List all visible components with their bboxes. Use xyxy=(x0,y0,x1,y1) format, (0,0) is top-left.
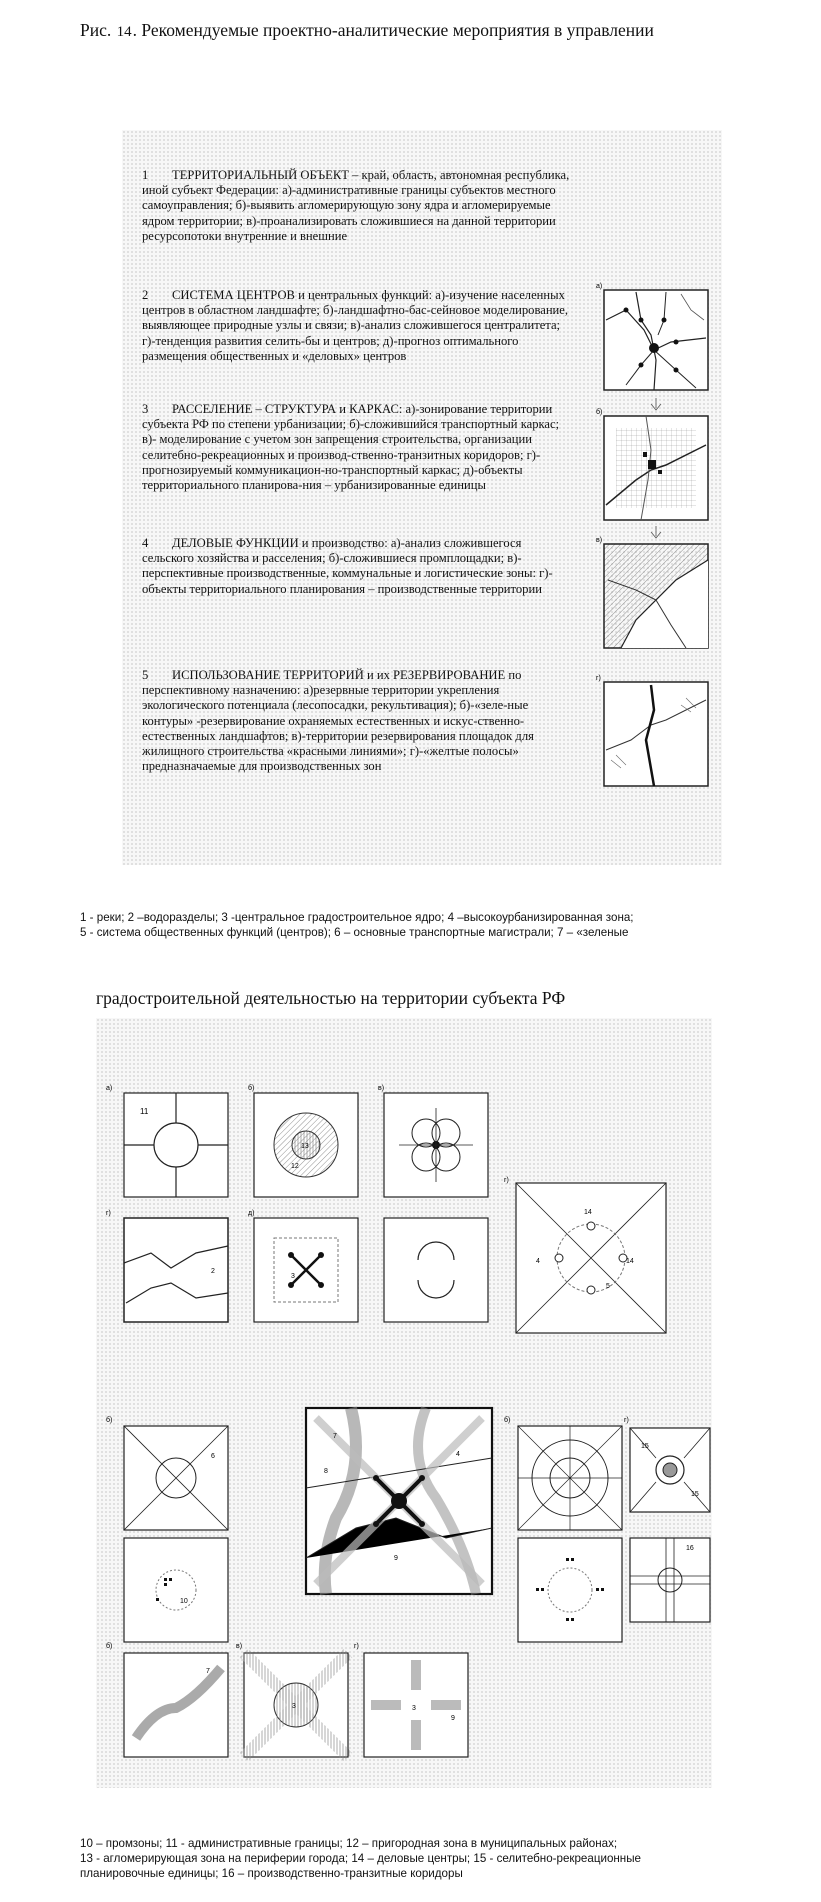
svg-text:15: 15 xyxy=(691,1491,699,1498)
diagram-transit-corridors xyxy=(630,1538,710,1622)
diagram-suburban-zone xyxy=(248,1084,358,1197)
svg-text:б): б) xyxy=(106,1417,113,1424)
svg-text:г): г) xyxy=(504,1177,509,1184)
diagram-residential-units xyxy=(624,1417,710,1512)
diagram-industrial-small xyxy=(124,1538,228,1642)
svg-text:7: 7 xyxy=(333,1433,337,1440)
figure-prefix: Рис. xyxy=(80,20,112,40)
svg-text:12: 12 xyxy=(291,1163,299,1170)
svg-text:3: 3 xyxy=(292,1703,296,1710)
item-2: 2 СИСТЕМА ЦЕНТРОВ и центральных функций: а)-изучение населенных центров в областном ландшафте; б)-ландшафтно-бас-сейновое моделирование, выявляющее природные узлы и связи; в)-анализ сложившегося централитета; г)-тенденция развития селить-бы и центров; д)-прогноз оптимального размещения общественных и «деловых» центров xyxy=(142,288,569,363)
item-5: 5 ИСПОЛЬЗОВАНИЕ ТЕРРИТОРИЙ и их РЕЗЕРВИРОВАНИЕ по перспективному назначению: а)резервные территории укрепления экологического потенциала (лесопосадки, рекультивация); б)-«зеле-ные контуры» -резервирование охраняемых естественных и искус-ственно-естественных ландшафтов; в)-территории резервирования площадок для жилищного строительства «красными линиями»; г)-«желтые полосы» предназначаемые для производственных зон xyxy=(142,668,534,774)
legend-lower: 10 – промзоны; 11 - административные границы; 12 – пригородная зона в муниципальных районах; 13 - агломерирующая зона на периферии города; 14 – деловые центры; 15 - селитебно-рекреационные планировочные единицы; 16 – производственно-транзитные коридоры xyxy=(80,1837,641,1880)
diagram-arcs xyxy=(384,1218,488,1322)
svg-text:г): г) xyxy=(106,1210,111,1217)
diagram-roads-circle xyxy=(106,1416,228,1530)
diagram-red-lines xyxy=(236,1643,348,1757)
svg-text:б): б) xyxy=(106,1643,113,1650)
svg-text:16: 16 xyxy=(686,1545,694,1552)
svg-text:15: 15 xyxy=(641,1443,649,1450)
diagram-rivers xyxy=(106,1210,228,1322)
svg-text:3: 3 xyxy=(412,1705,416,1712)
svg-text:д): д) xyxy=(248,1210,255,1217)
page-title xyxy=(80,20,654,41)
svg-text:8: 8 xyxy=(324,1468,328,1475)
svg-text:б): б) xyxy=(596,409,603,416)
title-line-2: градостроительной деятельностью на территории субъекта РФ xyxy=(96,988,566,1008)
svg-text:2: 2 xyxy=(211,1268,215,1275)
diagram-business-centers xyxy=(504,1177,666,1333)
diagram-flower xyxy=(378,1085,488,1197)
item-3: 3 РАССЕЛЕНИЕ – СТРУКТУРА и КАРКАС: а)-зонирование территории субъекта РФ по степени урбанизации; б)-сложившийся транспортный каркас; в)- моделирование с учетом зон запрещения строительства, организации селитебно-рекреационных и производ-ственно-транзитных коридоров; г)-прогнозируемый коммуникацион-но-транспортный каркас; д)-объекты территориального планирова-ния – урбанизированные единицы xyxy=(142,402,560,493)
svg-text:в): в) xyxy=(596,537,603,544)
diagram-yellow-strips xyxy=(354,1643,468,1757)
svg-text:в): в) xyxy=(236,1643,243,1650)
figure-number: 14 xyxy=(116,24,132,40)
diagram-admin-boundaries xyxy=(106,1085,228,1197)
map-v xyxy=(596,537,708,648)
map-b xyxy=(596,408,708,520)
svg-text:4: 4 xyxy=(456,1451,460,1458)
legend-upper: 1 - реки; 2 –водоразделы; 3 -центральное градостроительное ядро; 4 –высокоурбанизированная зона; 5 - система общественных функций (центров); 6 – основные транспортные магистрали; 7 – «зеленые xyxy=(80,911,634,939)
upper-diagram-column xyxy=(596,280,716,800)
svg-text:4: 4 xyxy=(536,1258,540,1265)
title-line-1: . Рекомендуемые проектно-аналитические мероприятия в управлении xyxy=(132,20,654,40)
map-a xyxy=(596,283,708,390)
svg-text:б): б) xyxy=(248,1085,255,1092)
diagram-large-composite xyxy=(306,1408,492,1594)
map-g xyxy=(596,675,708,786)
lower-diagram xyxy=(96,1018,712,1788)
svg-text:9: 9 xyxy=(451,1715,455,1722)
svg-text:13: 13 xyxy=(301,1143,309,1150)
svg-text:14: 14 xyxy=(626,1258,634,1265)
diagram-center-node xyxy=(248,1210,358,1322)
diagram-green-belt xyxy=(106,1642,228,1757)
svg-text:б): б) xyxy=(504,1417,511,1424)
svg-text:11: 11 xyxy=(140,1107,149,1116)
svg-text:6: 6 xyxy=(211,1453,215,1460)
svg-text:3: 3 xyxy=(291,1273,295,1280)
item-1: 1 ТЕРРИТОРИАЛЬНЫЙ ОБЪЕКТ – край, область, автономная республика, иной субъект Федерации: а)-административные границы субъектов местного самоуправления; б)-выявить агломерирующую зону ядра и агломерируемые ядром территории; в)-проанализировать сложившиеся на данной территории ресурсопотоки внутренние и внешние xyxy=(142,168,570,243)
svg-text:г): г) xyxy=(354,1643,359,1650)
svg-text:5: 5 xyxy=(606,1283,610,1290)
item-4: 4 ДЕЛОВЫЕ ФУНКЦИИ и производство: а)-анализ сложившегося сельского хозяйства и расселения; б)-сложившиеся промплощадки; в)-перспективные производственные, коммунальные и логистические зоны: г)-объекты территориального планирования – производственные территории xyxy=(142,536,553,596)
svg-text:9: 9 xyxy=(394,1555,398,1562)
svg-text:14: 14 xyxy=(584,1209,592,1216)
svg-text:г): г) xyxy=(624,1417,629,1424)
svg-text:в): в) xyxy=(378,1085,385,1092)
svg-text:а): а) xyxy=(106,1085,113,1092)
svg-text:а): а) xyxy=(596,283,603,290)
diagram-industrial-four xyxy=(518,1538,622,1642)
diagram-concentric xyxy=(504,1416,622,1530)
svg-text:10: 10 xyxy=(180,1598,188,1605)
svg-text:г): г) xyxy=(596,675,601,682)
svg-text:7: 7 xyxy=(206,1668,210,1675)
